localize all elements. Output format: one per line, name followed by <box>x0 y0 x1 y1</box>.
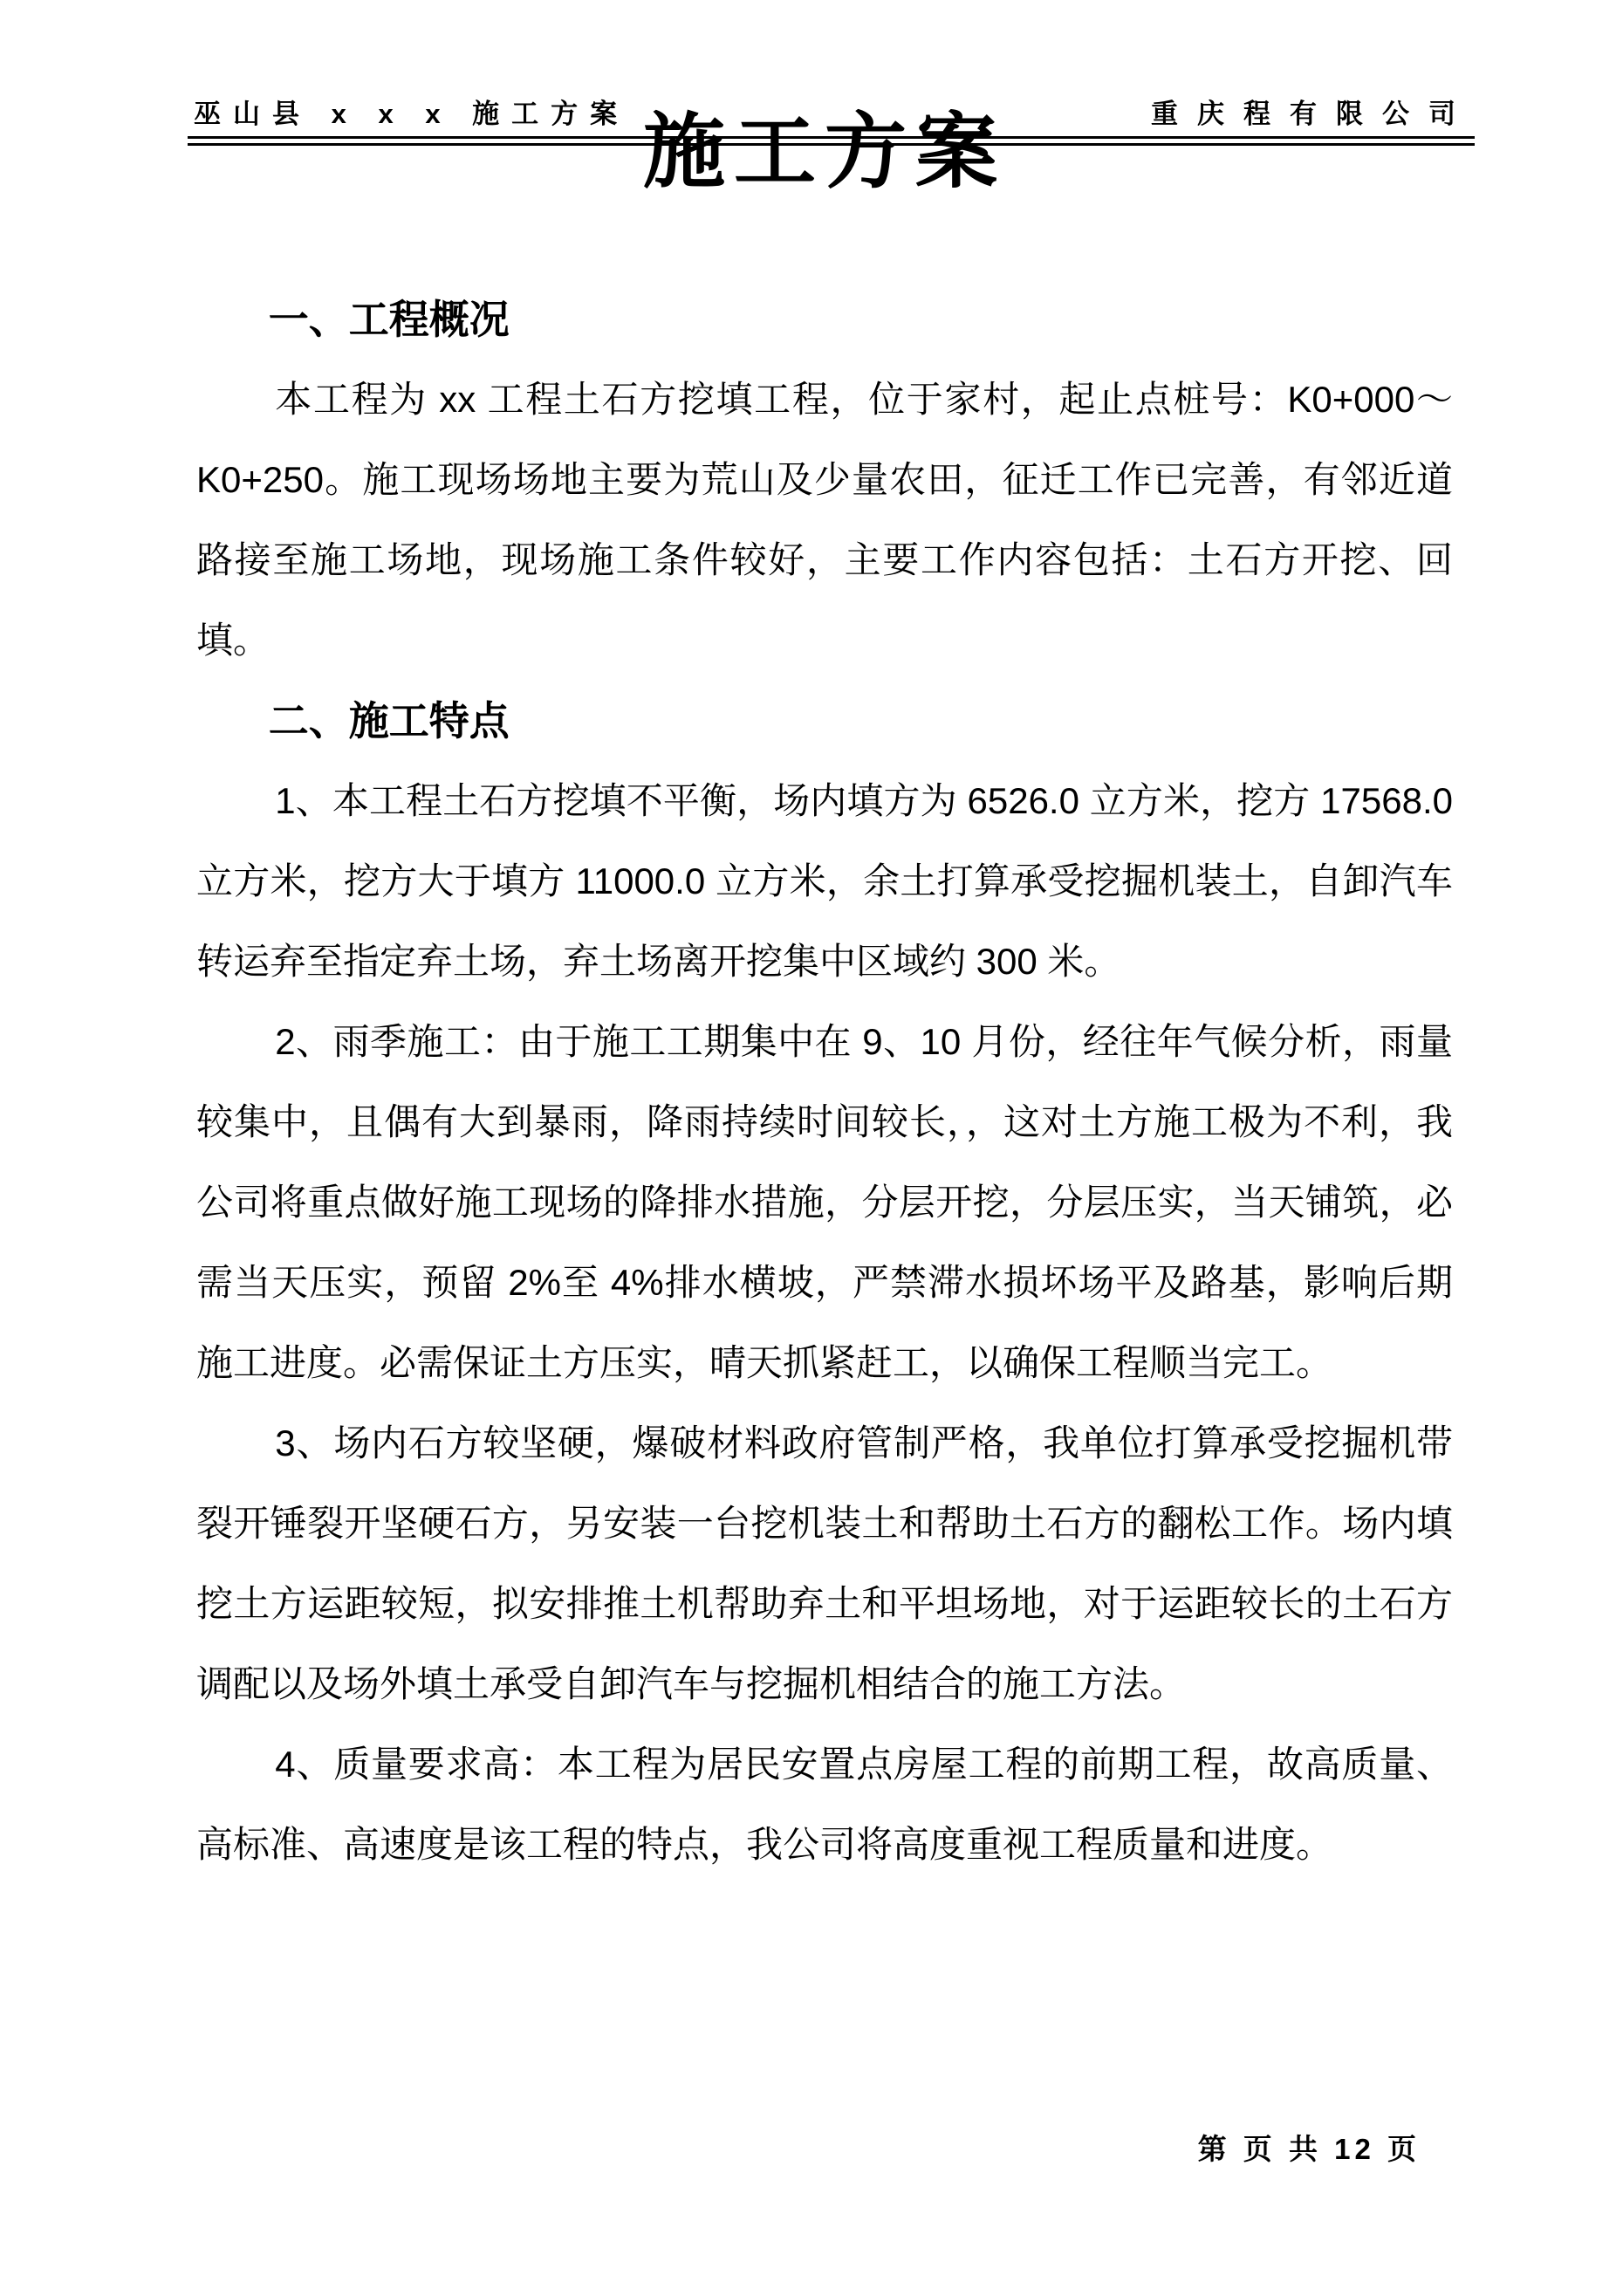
page-footer: 第 页 共 12 页 <box>1197 2133 1421 2165</box>
header-left-title: 巫山县 x x x 施工方案 <box>194 99 630 129</box>
document-body <box>196 279 1453 1885</box>
paragraph-overview: 本工程为 xx 工程土石方挖填工程，位于家村，起止点桩号：K0+000～K0+250。施工现场场地主要为荒山及少量农田，征迁工作已完善，有邻近道路接至施工场地，现场施工条件较好，主要工作内容包括：土石方开挖、回填。 <box>196 379 1453 661</box>
paragraph-feature-1: 1、本工程土石方挖填不平衡，场内填方为 6526.0 立方米，挖方 17568.0 立方米，挖方大于填方 11000.0 立方米，余土打算承受挖掘机装土，自卸汽车转运弃至指定弃土场，弃土场离开挖集中区域约 300 米。 <box>196 780 1453 983</box>
header-right-company: 重庆程有限公司 <box>1151 99 1475 129</box>
paragraph-feature-2: 2、雨季施工：由于施工工期集中在 9、10 月份，经往年气候分析，雨量较集中，且偶有大到暴雨，降雨持续时间较长，，这对土方施工极为不利，我公司将重点做好施工现场的降排水措施，分层开挖，分层压实，当天铺筑，必需当天压实，预留 2%至 4%排水横坡，严禁滞水损坏场平及路基，影响后期施工进度。必需保证土方压实，晴天抓紧赶工，以确保工程顺当完工。 <box>196 1021 1453 1384</box>
section-heading-overview: 一、工程概况 <box>268 297 510 343</box>
section-heading-features: 二、施工特点 <box>268 698 510 744</box>
document-title: 施工方案 <box>642 106 1006 197</box>
paragraph-feature-3: 3、场内石方较坚硬，爆破材料政府管制严格，我单位打算承受挖掘机带裂开锤裂开坚硬石方，另安装一台挖机装土和帮助土石方的翻松工作。场内填挖土方运距较短，拟安排推土机帮助弃土和平坦场地，对于运距较长的土石方调配以及场外填土承受自卸汽车与挖掘机相结合的施工方法。 <box>196 1422 1453 1705</box>
paragraph-feature-4: 4、质量要求高：本工程为居民安置点房屋工程的前期工程，故高质量、高标准、高速度是该工程的特点，我公司将高度重视工程质量和进度。 <box>196 1744 1453 1866</box>
